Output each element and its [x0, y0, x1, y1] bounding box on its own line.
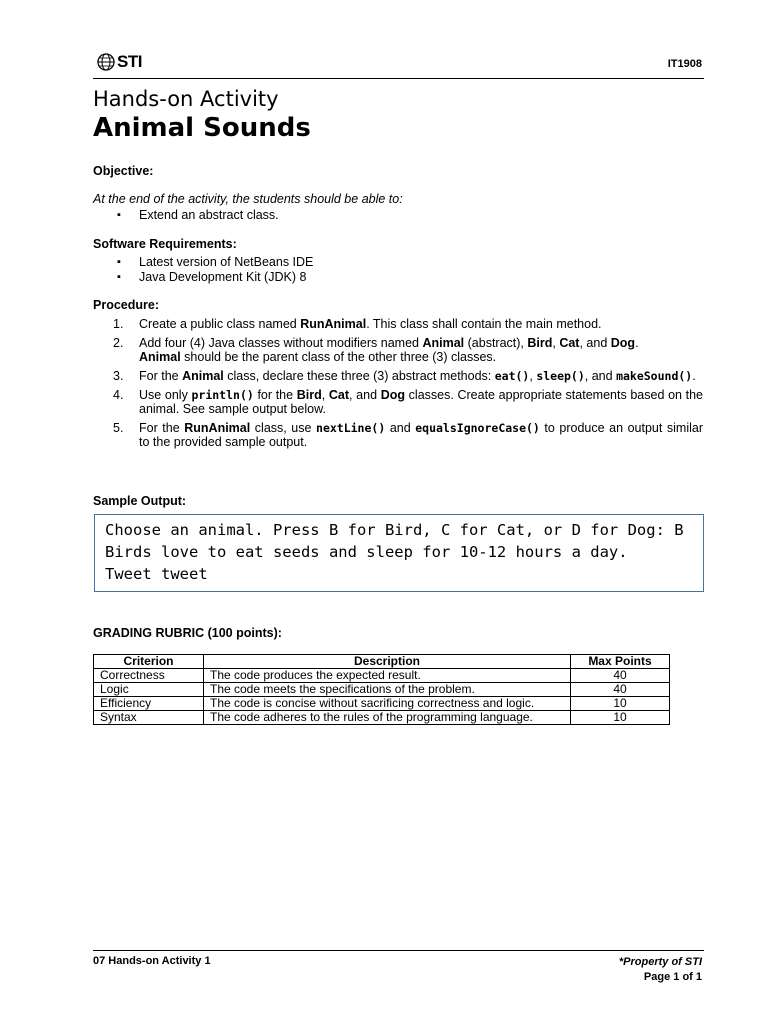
table-cell: 10 [571, 697, 670, 711]
header-divider [93, 78, 704, 79]
objective-heading: Objective: [93, 164, 154, 178]
rubric-heading: GRADING RUBRIC (100 points): [93, 626, 282, 640]
sti-logo [97, 51, 142, 73]
column-header: Description [204, 655, 571, 669]
table-cell: Logic [94, 683, 204, 697]
logo-text: STI [117, 52, 142, 71]
procedure-heading: Procedure: [93, 298, 159, 312]
table-cell: Efficiency [94, 697, 204, 711]
table-cell: 40 [571, 683, 670, 697]
footer-title: 07 Hands-on Activity 1 [93, 955, 211, 967]
software-item: ▪ Java Development Kit (JDK) 8 [117, 270, 313, 285]
software-item: ▪ Latest version of NetBeans IDE [117, 255, 313, 270]
column-header: Max Points [571, 655, 670, 669]
rubric-table [93, 654, 670, 725]
software-heading: Software Requirements: [93, 237, 237, 251]
procedure-step: 2. Add four (4) Java classes without modifiers named Animal (abstract), Bird, Cat, and Dog. Animal should be the parent class of the other three (3) classes. [113, 336, 639, 364]
objective-intro: At the end of the activity, the students should be able to: [93, 192, 403, 206]
table-cell: Syntax [94, 711, 204, 725]
procedure-step: 1. Create a public class named RunAnimal. This class shall contain the main method. [113, 317, 602, 331]
procedure-step: 3. For the Animal class, declare these three (3) abstract methods: eat(), sleep(), and makeSound(). [113, 369, 696, 383]
column-header: Criterion [94, 655, 204, 669]
table-row [94, 711, 670, 725]
property-notice: *Property of STI [618, 956, 702, 968]
sample-output-line: Choose an animal. Press B for Bird, C for Cat, or D for Dog: B [105, 521, 684, 539]
page-number: Page 1 of 1 [643, 971, 702, 983]
footer-right [619, 955, 702, 985]
table-cell: 10 [571, 711, 670, 725]
software-list [117, 255, 313, 285]
sample-output-line: Birds love to eat seeds and sleep for 10-12 hours a day. [105, 543, 628, 561]
page-subtitle: Hands-on Activity [93, 87, 279, 111]
table-row [94, 697, 670, 711]
table-cell: The code meets the specifications of the problem. [204, 683, 571, 697]
page-title: Animal Sounds [93, 113, 311, 143]
table-row [94, 683, 670, 697]
table-cell: The code produces the expected result. [204, 669, 571, 683]
sample-output-box [94, 514, 704, 592]
footer-divider [93, 950, 704, 951]
objective-list [117, 208, 279, 223]
sample-output-heading: Sample Output: [93, 494, 187, 508]
table-row [94, 669, 670, 683]
table-cell: Correctness [94, 669, 204, 683]
objective-item: ▪ Extend an abstract class. [117, 208, 279, 223]
globe-icon [97, 53, 115, 71]
document-code: IT1908 [667, 58, 702, 70]
procedure-list [113, 317, 703, 454]
table-cell: The code is concise without sacrificing correctness and logic. [204, 697, 571, 711]
procedure-step: 4. Use only println() for the Bird, Cat, and Dog classes. Create appropriate statements based on the animal. See sample output below. [113, 388, 704, 416]
table-header-row [94, 655, 670, 669]
table-cell: The code adheres to the rules of the programming language. [204, 711, 571, 725]
procedure-step: 5. For the RunAnimal class, use nextLine() and equalsIgnoreCase() to produce an output similar to the provided sample output. [113, 421, 703, 449]
sample-output-line: Tweet tweet [105, 565, 208, 583]
table-cell: 40 [571, 669, 670, 683]
